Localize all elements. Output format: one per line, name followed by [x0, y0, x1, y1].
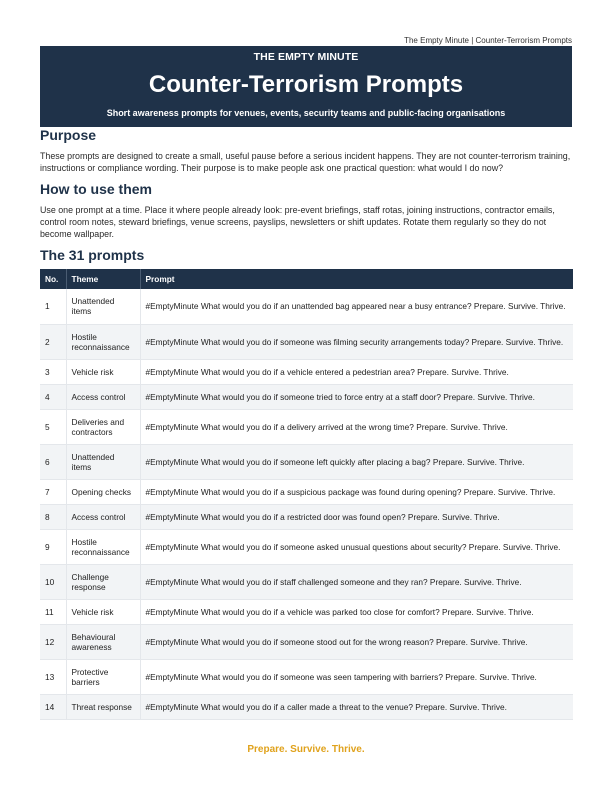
document-title: Counter-Terrorism Prompts	[148, 71, 464, 98]
row-number: 3	[40, 359, 66, 384]
table-body	[40, 289, 573, 719]
column-header-no: No.	[40, 269, 66, 289]
row-number: 6	[40, 444, 66, 479]
row-prompt: #EmptyMinute What would you do if someone stood out for the wrong reason? Prepare. Survive. Thrive.	[140, 624, 573, 659]
row-prompt: #EmptyMinute What would you do if staff challenged someone and they ran? Prepare. Survive. Thrive.	[140, 564, 573, 599]
row-theme: Vehicle risk	[66, 359, 140, 384]
prompts-heading: The 31 prompts	[40, 247, 145, 263]
table-row	[40, 599, 573, 624]
table-row	[40, 444, 573, 479]
how-to-heading: How to use them	[40, 181, 153, 197]
document-subtitle: Short awareness prompts for venues, events, security teams and public-facing organisations	[106, 108, 506, 118]
row-number: 1	[40, 289, 66, 324]
row-prompt: #EmptyMinute What would you do if a vehicle was parked too close for comfort? Prepare. Survive. Thrive.	[140, 599, 573, 624]
row-prompt: #EmptyMinute What would you do if a delivery arrived at the wrong time? Prepare. Survive. Thrive.	[140, 409, 573, 444]
row-number: 8	[40, 504, 66, 529]
row-theme: Behavioural awareness	[66, 624, 140, 659]
row-theme: Unattended items	[66, 289, 140, 324]
row-number: 13	[40, 659, 66, 694]
row-number: 7	[40, 479, 66, 504]
how-to-paragraph: Use one prompt at a time. Place it where people already look: pre-event briefings, staff rotas, joining instructions, contractor emails, control room notes, steward briefings, venue screens, payslips, newsletters or shift updates. Rotate them regularly so they do not become wallpaper.	[40, 205, 555, 239]
row-theme: Threat response	[66, 694, 140, 719]
row-prompt: #EmptyMinute What would you do if someone was filming security arrangements today? Prepare. Survive. Thrive.	[140, 324, 573, 359]
table-row	[40, 289, 573, 324]
title-banner	[40, 46, 572, 127]
row-theme: Access control	[66, 504, 140, 529]
row-theme: Hostile reconnaissance	[66, 324, 140, 359]
row-number: 12	[40, 624, 66, 659]
row-prompt: #EmptyMinute What would you do if someone asked unusual questions about security? Prepare. Survive. Thrive.	[140, 529, 573, 564]
row-prompt: #EmptyMinute What would you do if a vehicle entered a pedestrian area? Prepare. Survive. Thrive.	[140, 359, 573, 384]
row-theme: Deliveries and contractors	[66, 409, 140, 444]
table-row	[40, 384, 573, 409]
banner-kicker: THE EMPTY MINUTE	[253, 51, 359, 63]
row-number: 10	[40, 564, 66, 599]
row-number: 4	[40, 384, 66, 409]
table-row	[40, 479, 573, 504]
row-prompt: #EmptyMinute What would you do if a restricted door was found open? Prepare. Survive. Thrive.	[140, 504, 573, 529]
row-number: 14	[40, 694, 66, 719]
footer-tagline: Prepare. Survive. Thrive.	[247, 744, 365, 755]
table-row	[40, 659, 573, 694]
table-row	[40, 529, 573, 564]
row-prompt: #EmptyMinute What would you do if a suspicious package was found during opening? Prepare. Survive. Thrive.	[140, 479, 573, 504]
row-theme: Hostile reconnaissance	[66, 529, 140, 564]
row-number: 2	[40, 324, 66, 359]
row-theme: Protective barriers	[66, 659, 140, 694]
column-header-prompt: Prompt	[140, 269, 573, 289]
row-theme: Challenge response	[66, 564, 140, 599]
table-row	[40, 324, 573, 359]
row-theme: Opening checks	[66, 479, 140, 504]
row-prompt: #EmptyMinute What would you do if a caller made a threat to the venue? Prepare. Survive. Thrive.	[140, 694, 573, 719]
row-number: 5	[40, 409, 66, 444]
running-header: The Empty Minute | Counter-Terrorism Prompts	[404, 36, 572, 45]
table-row	[40, 624, 573, 659]
table-row	[40, 359, 573, 384]
table-row	[40, 694, 573, 719]
purpose-paragraph: These prompts are designed to create a small, useful pause before a serious incident happens. They are not counter-terrorism training, instructions or compliance wording. Their purpose is to make people ask one practical question: what would I do now?	[40, 151, 571, 173]
row-number: 9	[40, 529, 66, 564]
row-theme: Unattended items	[66, 444, 140, 479]
row-prompt: #EmptyMinute What would you do if someone left quickly after placing a bag? Prepare. Survive. Thrive.	[140, 444, 573, 479]
table-header-row	[40, 269, 573, 289]
row-theme: Access control	[66, 384, 140, 409]
row-prompt: #EmptyMinute What would you do if an unattended bag appeared near a busy entrance? Prepare. Survive. Thrive.	[140, 289, 573, 324]
table-row	[40, 504, 573, 529]
row-theme: Vehicle risk	[66, 599, 140, 624]
row-prompt: #EmptyMinute What would you do if someone was seen tampering with barriers? Prepare. Survive. Thrive.	[140, 659, 573, 694]
purpose-heading: Purpose	[40, 127, 97, 143]
row-number: 11	[40, 599, 66, 624]
row-prompt: #EmptyMinute What would you do if someone tried to force entry at a staff door? Prepare. Survive. Thrive.	[140, 384, 573, 409]
table-row	[40, 564, 573, 599]
column-header-theme: Theme	[66, 269, 140, 289]
table-row	[40, 409, 573, 444]
prompts-table	[40, 269, 573, 720]
